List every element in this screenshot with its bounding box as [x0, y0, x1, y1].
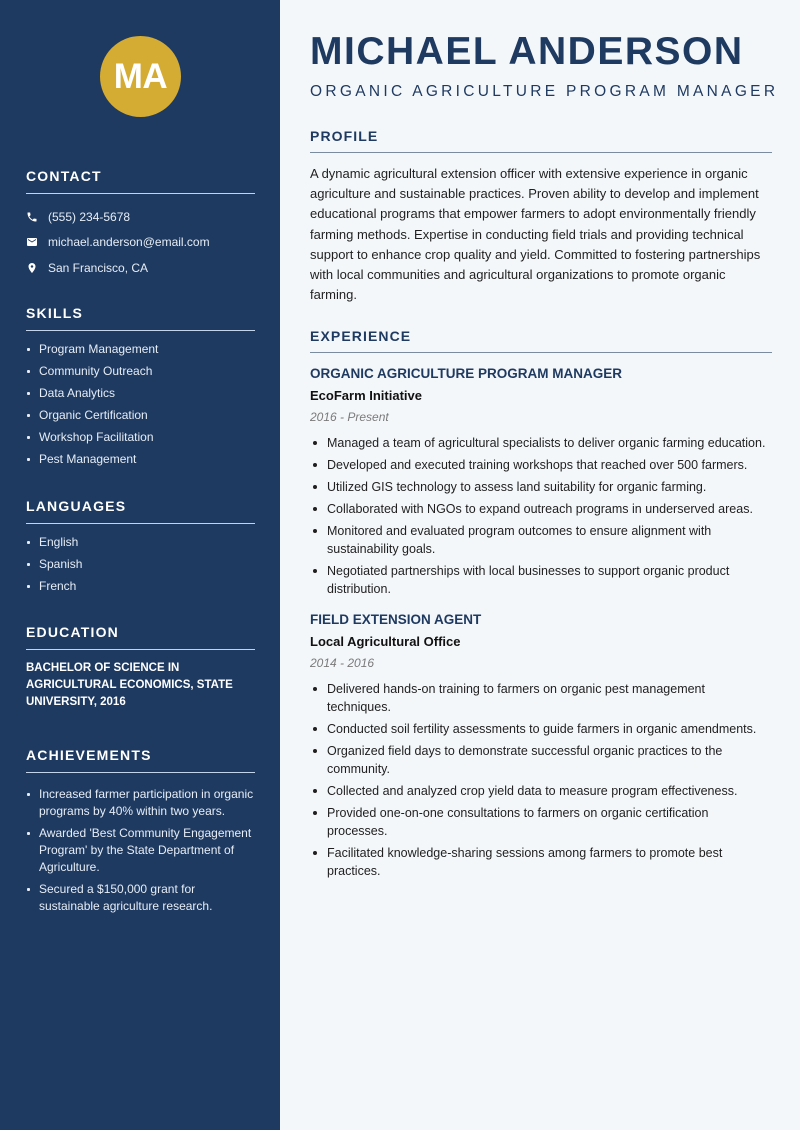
language-item: Spanish: [26, 556, 255, 573]
experience-section: [310, 328, 772, 884]
phone-icon: [26, 211, 48, 223]
achievement-item: Increased farmer participation in organic programs by 40% within two years.: [26, 786, 255, 820]
candidate-name: MICHAEL ANDERSON: [310, 30, 744, 73]
job-organization: EcoFarm Initiative: [310, 388, 422, 403]
sidebar: [0, 0, 280, 1130]
contact-phone-text[interactable]: (555) 234-5678: [48, 209, 131, 224]
skill-item: Program Management: [26, 341, 255, 358]
skill-item: Workshop Facilitation: [26, 429, 255, 446]
job-bullets: [310, 434, 772, 598]
candidate-title: ORGANIC AGRICULTURE PROGRAM MANAGER: [310, 83, 779, 100]
profile-heading: PROFILE: [310, 128, 772, 153]
job-bullet: Organized field days to demonstrate successful organic practices to the community.: [310, 742, 772, 778]
achievements-heading: ACHIEVEMENTS: [26, 747, 255, 773]
contact-location: [26, 255, 255, 281]
achievement-item: Secured a $150,000 grant for sustainable agriculture research.: [26, 881, 255, 915]
achievement-item: Awarded 'Best Community Engagement Program' by the State Department of Agriculture.: [26, 825, 255, 876]
education-heading: EDUCATION: [26, 624, 255, 650]
language-item: French: [26, 578, 255, 595]
contact-heading: CONTACT: [26, 168, 255, 194]
profile-text: A dynamic agricultural extension officer with extensive experience in organic agriculture and sustainable practices. Proven ability to develop and implement educational programs that empower farmers to adopt environmentally friendly farming methods. Expertise in conducting field trials and providing technical support to enhance crop quality and yield. Committed to fostering partnerships with local communities and agricultural organizations to promote organic farming.: [310, 166, 761, 303]
avatar: [100, 36, 181, 117]
job-bullet: Developed and executed training workshops that reached over 500 farmers.: [310, 456, 772, 474]
languages-heading: LANGUAGES: [26, 498, 255, 524]
education-section: [26, 624, 255, 711]
job-bullet: Managed a team of agricultural specialists to deliver organic farming education.: [310, 434, 772, 452]
location-pin-icon: [26, 262, 48, 274]
job-entry: [310, 366, 772, 598]
job-bullet: Provided one-on-one consultations to farmers on organic certification processes.: [310, 804, 772, 840]
language-item: English: [26, 534, 255, 551]
contact-location-text: San Francisco, CA: [48, 260, 149, 275]
profile-section: [310, 128, 772, 305]
languages-section: [26, 498, 255, 600]
job-bullets: [310, 680, 772, 880]
job-organization: Local Agricultural Office: [310, 634, 461, 649]
job-dates: 2014 - 2016: [310, 656, 375, 670]
achievements-list: [26, 786, 255, 915]
skills-list: [26, 341, 255, 468]
experience-heading: EXPERIENCE: [310, 328, 772, 353]
email-icon: [26, 236, 48, 248]
skill-item: Community Outreach: [26, 363, 255, 380]
contact-phone: [26, 204, 255, 230]
contact-email: [26, 230, 255, 256]
avatar-initials: MA: [113, 56, 168, 96]
skills-section: [26, 305, 255, 473]
skill-item: Data Analytics: [26, 385, 255, 402]
job-bullet: Conducted soil fertility assessments to guide farmers in organic amendments.: [310, 720, 772, 738]
job-bullet: Negotiated partnerships with local businesses to support organic product distribution.: [310, 562, 772, 598]
contact-section: [26, 168, 255, 281]
languages-list: [26, 534, 255, 595]
job-bullet: Utilized GIS technology to assess land suitability for organic farming.: [310, 478, 772, 496]
job-bullet: Delivered hands-on training to farmers on organic pest management techniques.: [310, 680, 772, 716]
job-title: FIELD EXTENSION AGENT: [310, 612, 482, 627]
job-bullet: Collected and analyzed crop yield data to measure program effectiveness.: [310, 782, 772, 800]
skill-item: Organic Certification: [26, 407, 255, 424]
job-bullet: Collaborated with NGOs to expand outreach programs in underserved areas.: [310, 500, 772, 518]
contact-email-text[interactable]: michael.anderson@email.com: [48, 235, 210, 250]
job-bullet: Facilitated knowledge-sharing sessions among farmers to promote best practices.: [310, 844, 772, 880]
skill-item: Pest Management: [26, 451, 255, 468]
education-entry: BACHELOR OF SCIENCE IN AGRICULTURAL ECONOMICS, STATE UNIVERSITY, 2016: [26, 662, 233, 708]
job-title: ORGANIC AGRICULTURE PROGRAM MANAGER: [310, 366, 622, 381]
job-bullet: Monitored and evaluated program outcomes to ensure alignment with sustainability goals.: [310, 522, 772, 558]
skills-heading: SKILLS: [26, 305, 255, 331]
job-dates: 2016 - Present: [310, 410, 389, 424]
achievements-section: [26, 747, 255, 920]
job-entry: [310, 612, 772, 880]
